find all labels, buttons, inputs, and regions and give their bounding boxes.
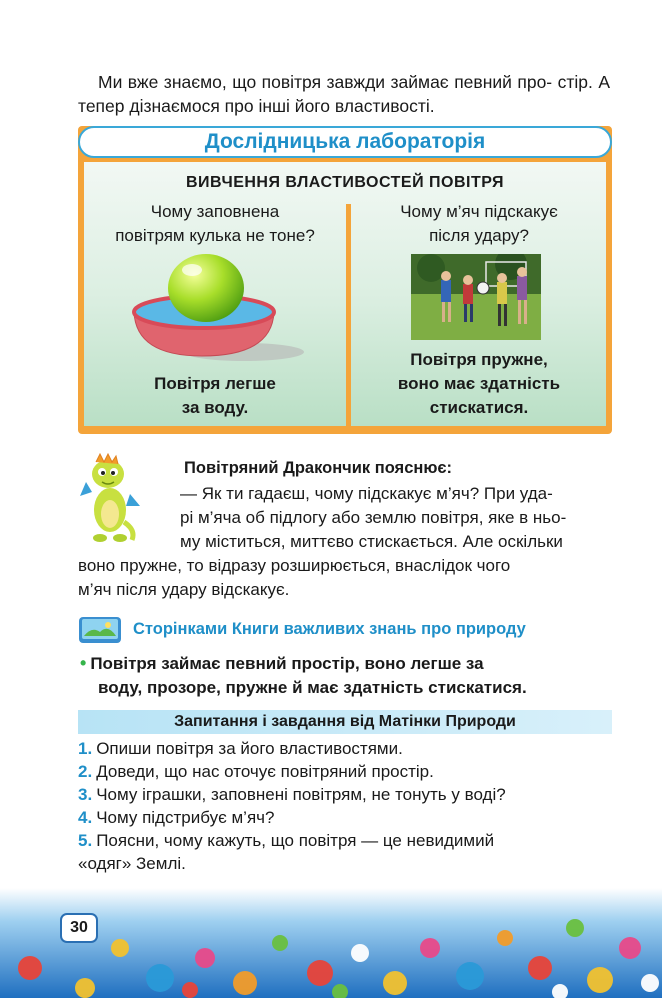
right-answer <box>352 348 606 420</box>
balloons-background-image <box>0 888 662 998</box>
right-answer-line-3: стискатися. <box>429 398 529 417</box>
question-text: Опиши повітря за його властивостями. <box>96 739 403 758</box>
dragon-line-4: воно пружне, то відразу розширюється, внаслідок чого <box>78 556 511 575</box>
lab-content <box>84 162 606 426</box>
question-number: 3. <box>78 785 93 804</box>
key-fact-text-1: Повітря займає певний простір, воно легше за <box>90 654 484 673</box>
question-item <box>78 737 610 760</box>
right-question-line-2: після удару? <box>429 226 529 245</box>
question-text: Поясни, чому кажуть, що повітря — це невидимий <box>96 831 495 850</box>
right-answer-line-1: Повітря пружне, <box>410 350 548 369</box>
question-item <box>78 783 610 806</box>
balloon-in-bowl-image <box>124 252 314 364</box>
question-number: 4. <box>78 808 93 827</box>
book-icon <box>78 614 122 644</box>
key-fact-line-1 <box>80 651 610 676</box>
kids-playing-football-photo <box>411 254 541 340</box>
dragon-line-1: — Як ти гадаєш, чому підскакує м’яч? При уда- <box>180 484 553 503</box>
left-question <box>84 200 346 248</box>
intro-paragraph <box>78 70 610 118</box>
left-answer-line-2: за воду. <box>181 398 249 417</box>
question-number: 1. <box>78 739 93 758</box>
question-number: 5. <box>78 831 93 850</box>
left-question-line-1: Чому заповнена <box>150 202 280 221</box>
question-text: Чому іграшки, заповнені повітрям, не тонуть у воді? <box>96 785 506 804</box>
dragon-line-5: м’яч після удару відскакує. <box>78 580 290 599</box>
lab-subtitle: ВИВЧЕННЯ ВЛАСТИВОСТЕЙ ПОВІТРЯ <box>185 174 505 191</box>
left-question-line-2: повітрям кулька не тоне? <box>115 226 315 245</box>
page-number: 30 <box>60 913 98 943</box>
lab-title: Дослідницька лабораторія <box>78 126 612 158</box>
lab-divider <box>346 204 351 426</box>
question-number: 2. <box>78 762 93 781</box>
question-text: Чому підстрибує м’яч? <box>96 808 275 827</box>
question-item-continuation: «одяг» Землі. <box>78 854 186 873</box>
key-fact-line-2: воду, прозоре, пружне й має здатність стискатися. <box>98 678 527 697</box>
dragon-explanation <box>78 482 610 602</box>
questions-heading: Запитання і завдання від Матінки Природи <box>78 710 612 734</box>
right-question <box>352 200 606 248</box>
right-question-line-1: Чому м’яч підскакує <box>400 202 558 221</box>
dragon-line-3: му міститься, миттєво стискається. Але оскільки <box>180 532 563 551</box>
research-lab-box <box>78 126 612 434</box>
bullet-icon: • <box>80 653 87 673</box>
left-answer <box>84 372 346 420</box>
key-fact <box>80 651 610 700</box>
book-heading: Сторінками Книги важливих знань про природу <box>133 620 526 638</box>
intro-line-1: Ми вже знаємо, що повітря завжди займає певний про- <box>98 72 553 92</box>
question-item <box>78 760 610 783</box>
question-text: Доведи, що нас оточує повітряний простір. <box>96 762 434 781</box>
questions-list <box>78 737 610 875</box>
left-answer-line-1: Повітря легше <box>154 374 276 393</box>
right-answer-line-2: воно має здатність <box>397 374 561 393</box>
question-item <box>78 829 610 852</box>
intro-line-2: стір. А тепер дізнаємося про інші його властивості. <box>78 72 610 116</box>
dragon-heading: Повітряний Дракончик пояснює: <box>184 459 453 477</box>
question-item <box>78 806 610 829</box>
dragon-line-2: рі м’яча об підлогу або землю повітря, яке в ньо- <box>180 508 567 527</box>
